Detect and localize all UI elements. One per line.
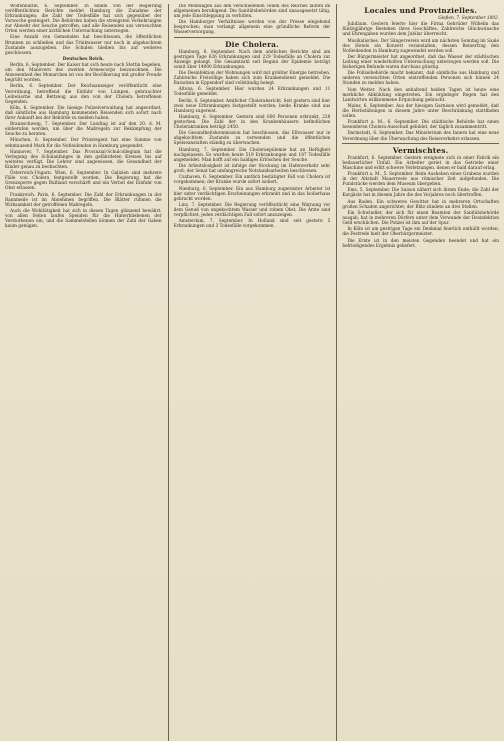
- article-paragraph: Ein Schwindler, der sich für einen Beamten der Sanitätsbehörde ausgab, hat in mehreren Dörfern unter dem Vorwande der Desinfektion Geld erschlichen. Die Polizei ist ihm auf der Spur.: [342, 210, 500, 227]
- divider: [342, 143, 499, 144]
- article-paragraph: Jubiläum. Gestern feierte hier die Firma Gebrüder Wilhelm das fünfzigjährige Bestehen ihres Geschäftes. Zahlreiche Glückwünsche und Ehrengaben wurden dem Jubilar überreicht.: [342, 22, 500, 38]
- article-paragraph: Mainz, 6. September. Aus der hiesigen Garnison wird gemeldet, daß die Herbstübungen in diesem Jahre unter Beschränkung stattfinden sollen.: [342, 103, 500, 119]
- article-paragraph: Berlin, 6. September. Amtlicher Cholerabericht. Seit gestern sind hier zwei neue Erkrankungen festgestellt worden; beide Kranke sind aus Hamburg zugereist.: [173, 98, 331, 114]
- article-paragraph: Nienburg, 6. September. Ein aus Hamburg zugereister Arbeiter ist hier unter verdächtigen Erscheinungen erkrankt und in das Isolierhaus gebracht worden.: [173, 186, 331, 202]
- article-paragraph: Wolfenbüttel, 6. September. In einem von der Regierung veröffentlichten Berichte meldet Hamburg die Zunahme der Erkrankungen; die Zahl der Todesfälle hat sich gegenüber der Vorwoche gesteigert. Die Behörden haben die strengsten Vorkehrungen zur Abwehr der Seuche getroffen, und alle Reisenden aus verseuchten Orten werden einer ärztlichen Untersuchung unterzogen.: [5, 4, 162, 35]
- article-paragraph: Ems, 5. September. Die Saison nähert sich ihrem Ende; die Zahl der Kurgäste hat in diesem Jahre die des Vorjahres noch übertroffen.: [342, 188, 500, 199]
- article-paragraph: Vom Wetter. Nach den anhaltend heißen Tagen ist heute eine merkliche Abkühlung eingetreten. Ein ergiebiger Regen hat den Landwirten willkommene Erquickung gebracht.: [342, 87, 500, 103]
- article-paragraph: Linz, 7. September. Die Regierung veröffentlicht eine Warnung vor dem Genuß von ungekochtem Wasser und rohem Obst. Die Ärzte sind verpflichtet, jeden verdächtigen Fall sofort anzuzeigen.: [173, 202, 331, 218]
- article-paragraph: Cuxhaven, 6. September. Ein amtlich bestätigter Fall von Cholera ist vorgekommen; der Kranke wurde sofort isoliert.: [173, 175, 331, 186]
- article-paragraph: Österreich-Ungarn. Wien, 6. September. In Galizien sind mehrere Fälle von Cholera festgestellt worden. Die Regierung hat die Grenzsperre gegen Rußland verschärft und ein Verbot der Einfuhr von Obst erlassen.: [5, 171, 162, 192]
- article-paragraph: Köln, 6. September. Die hiesige Polizeiverwaltung hat angeordnet, daß sämtliche aus Hamburg kommenden Reisenden sich sofort nach ihrer Ankunft bei der Behörde zu melden haben.: [5, 105, 162, 121]
- article-paragraph: Musikalisches. Der Sängerverein wird am nächsten Sonntag im Saale des Hotels ein Konzert veranstalten, dessen Reinertrag den Notleidenden in Hamburg zugewendet werden soll.: [342, 38, 500, 54]
- article-paragraph: Der Bürgermeister hat angeordnet, daß das Wasser der städtischen Leitung einer wiederholten Untersuchung unterzogen werden soll. Die bisherigen Befunde waren durchaus günstig.: [342, 54, 500, 70]
- article-paragraph: Eine Anzahl von Gemeinden hat beschlossen, die öffentlichen Brunnen zu schließen und das Trinkwasser nur noch in abgekochtem Zustande auszugeben. Die Schulen bleiben bis auf weiteres geschlossen.: [5, 35, 162, 56]
- article-paragraph: Die Hamburger Verhältnisse werden von der Presse eingehend besprochen; man verlangt allgemein eine gründliche Reform der Wasserversorgung.: [173, 20, 331, 36]
- article-paragraph: In Köln ist am gestrigen Tage ein Denkmal feierlich enthüllt worden; die Festrede hielt der Oberbürgermeister.: [342, 227, 500, 238]
- divider: [174, 37, 331, 38]
- article-paragraph: Die Arbeitslosigkeit ist infolge der Stockung im Hafenverkehr sehr groß; der Senat hat umfangreiche Notstandsarbeiten beschlossen.: [173, 163, 331, 174]
- article-paragraph: Frankfurt a. M., 5. September. Beim Ausheben eines Grabens wurden in der Altstadt Mauerreste aus römischer Zeit aufgefunden. Die Fundstücke werden dem Museum übergeben.: [342, 172, 500, 188]
- column-right: [336, 4, 499, 741]
- article-paragraph: Die Meldungen aus den verschiedenen Teilen des Reiches lauten im allgemeinen beruhigend. Die Sanitätsbehörden sind unausgesetzt tätig, um jede Einschleppung zu verhüten.: [173, 4, 331, 20]
- article-paragraph: Frankfurt, 6. September. Gestern ereignete sich in einer Fabrik ein bedauerlicher Unfall. Ein Arbeiter geriet in das Getriebe einer Maschine und erlitt schwere Verletzungen, denen er bald darauf erlag.: [342, 155, 500, 171]
- article-paragraph: Die Polizeibehörde macht bekannt, daß sämtliche aus Hamburg und anderen verseuchten Orten eintreffenden Personen sich binnen 24 Stunden zu melden haben.: [342, 71, 500, 87]
- article-paragraph: Die Ernte ist in den meisten Gegenden beendet und hat ein befriedigendes Ergebnis geliefert.: [342, 238, 500, 249]
- article-paragraph: Die Gesundheitskommission hat beschlossen, das Elbwasser nur in abgekochtem Zustande zu verwenden und die öffentlichen Speiseanstalten ständig zu überwachen.: [173, 131, 331, 147]
- article-paragraph: Auch die Wohltätigkeit hat sich in diesen Tagen glänzend bewährt; von allen Seiten laufen Spenden für die Hinterbliebenen der Verstorbenen ein, und die Sammelstellen können der Zahl der Gaben kaum genügen.: [5, 208, 162, 229]
- article-paragraph: Frankreich. Paris, 6. September. Die Zahl der Erkrankungen in der Bannmeile ist im Abnehmen begriffen. Die Blätter rühmen die Wirksamkeit der getroffenen Maßregeln.: [5, 192, 162, 208]
- dateline: Gießen, 7. September 1892.: [438, 16, 500, 21]
- article-paragraph: Braunschweig, 7. September. Der Landtag ist auf den 20. d. M. einberufen worden, um über die Maßregeln zur Bekämpfung der Seuche zu beraten.: [5, 122, 162, 138]
- article-paragraph: Frankfurt a. M., 6. September. Die städtische Behörde hat einen besonderen Cholera-Ausschuß gebildet, der täglich zusammentritt.: [342, 120, 500, 131]
- article-paragraph: Berlin, 6. September. Der Kaiser hat sich heute nach Stettin begeben, um den Manövern des zweiten Armeecorps beizuwohnen. Die Anwesenheit des Monarchen ist von der Bevölkerung mit großer Freude begrüßt worden.: [5, 63, 162, 84]
- article-paragraph: München, 6. September. Der Prinzregent hat eine Summe von zehntausend Mark für die Notleidenden in Hamburg gespendet.: [5, 138, 162, 149]
- article-paragraph: Hamburg, 6. September. Gestern sind 600 Personen erkrankt, 228 gestorben. Die Zahl der in den Krankenhäusern befindlichen Cholerakranken beträgt 2450.: [173, 114, 331, 131]
- article-paragraph: Altona, 6. September. Hier wurden 24 Erkrankungen und 11 Todesfälle gemeldet.: [173, 87, 331, 98]
- column-left: [5, 4, 162, 741]
- article-paragraph: Aus Baden. Ein schweres Gewitter hat in mehreren Ortschaften großen Schaden angerichtet; der Blitz zündete an drei Stellen.: [342, 199, 500, 210]
- heading-vermischtes: Vermischtes.: [392, 145, 449, 155]
- heading-cholera: Die Cholera.: [225, 39, 279, 49]
- article-paragraph: Amsterdam, 7. September. In Holland sind seit gestern 5 Erkrankungen und 3 Todesfälle vorgekommen.: [173, 219, 331, 230]
- article-paragraph: Die Desinfektion der Wohnungen wird mit größter Energie betrieben. Zahlreiche Freiwillige haben sich zum Krankendienst gemeldet. Die Baracken in Eppendorf sind vollständig belegt.: [173, 71, 331, 87]
- article-paragraph: Hamburg, 7. September. Die Choleraepidemie hat an Heftigkeit nachgelassen. Es wurden heute 519 Erkrankungen und 187 Todesfälle angemeldet. Man hofft auf ein baldiges Erlöschen der Seuche.: [173, 147, 331, 163]
- article-paragraph: Hamburg, 6. September. Nach dem amtlichen Berichte sind am gestrigen Tage 626 Erkrankungen und 229 Todesfälle an Cholera zur Anzeige gelangt. Die Gesamtzahl seit Beginn der Epidemie beträgt somit über 14000 Erkrankungen.: [173, 49, 331, 70]
- column-middle: [168, 4, 331, 741]
- section-label: Deutsches Reich.: [62, 56, 104, 62]
- article-paragraph: Darmstadt, 6. September. Das Ministerium des Innern hat eine neue Verordnung über die Überwachung des Reiseverkehrs erlassen.: [342, 131, 500, 142]
- article-paragraph: Berlin, 6. September. Der Reichsanzeiger veröffentlicht eine Verordnung, betreffend die Einfuhr von Lumpen, gebrauchter Leibwäsche und Bettzeug aus den von der Cholera betroffenen Gegenden.: [5, 84, 162, 105]
- article-paragraph: Hannover, 7. September. Das Provinzial-Schulcollegium hat die Verlegung des Schulanfanges in den gefährdeten Kreisen bis auf weiteres verfügt. Die Lehrer sind angewiesen, die Gesundheit der Kinder genau zu beobachten.: [5, 149, 162, 170]
- heading-lokales: Locales und Provinzielles.: [364, 6, 478, 15]
